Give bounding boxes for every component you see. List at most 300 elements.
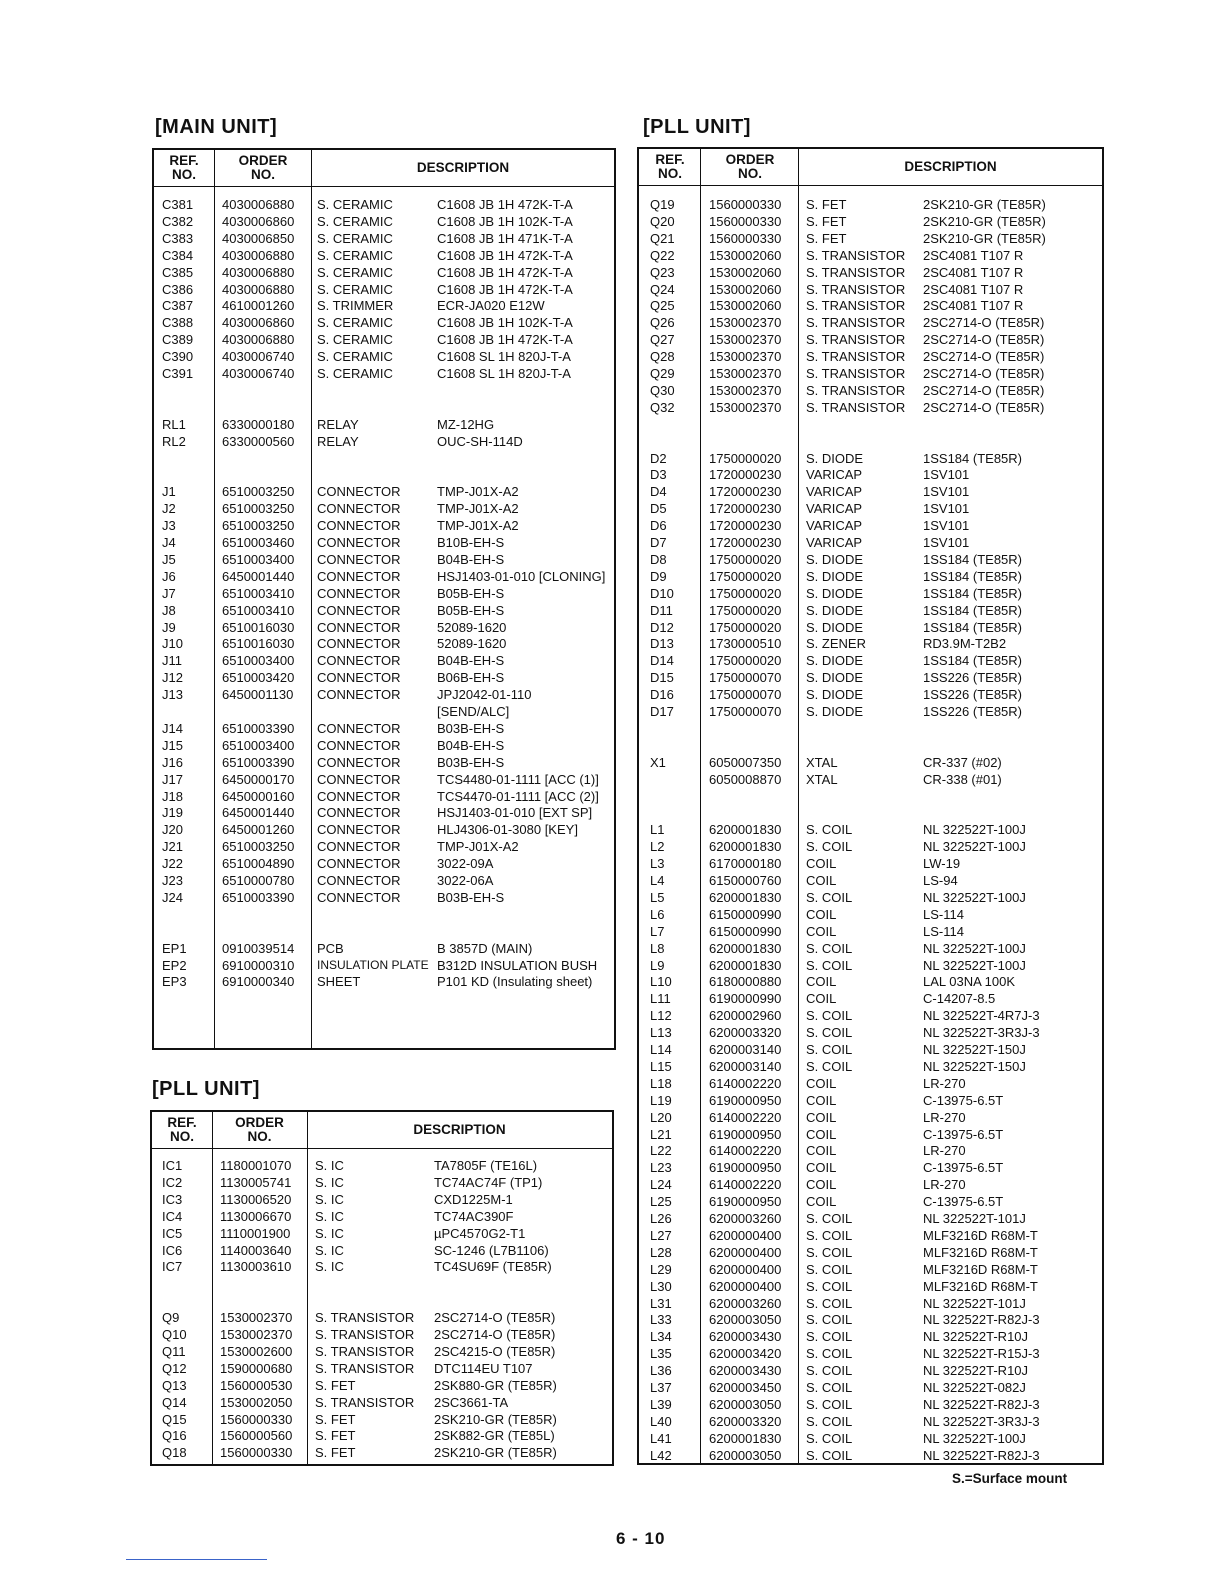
part-number-cell: 2SC2714-O (TE85R) [923, 399, 1045, 415]
order-no-cell: 6510003390 [222, 889, 295, 905]
order-no-cell: 4030006880 [222, 281, 295, 297]
table-row [639, 568, 1102, 585]
part-number-cell: NL 322522T-R10J [923, 1329, 1029, 1345]
order-no-cell: 1720000230 [709, 518, 782, 534]
table-row [639, 669, 1102, 686]
order-no-cell: 6200000400 [709, 1261, 782, 1277]
part-type-cell: CONNECTOR [317, 720, 401, 736]
ref-no-cell: J18 [162, 788, 183, 804]
table-row [152, 1157, 612, 1174]
table-row [154, 399, 614, 416]
part-number-cell: 2SC3661-TA [434, 1394, 509, 1410]
table-row [154, 889, 614, 906]
table-row [639, 247, 1102, 264]
part-number-cell: 2SK210-GR (TE85R) [434, 1411, 557, 1427]
table-row [639, 450, 1102, 467]
part-number-cell: 1SV101 [923, 501, 970, 517]
part-type-cell: CONNECTOR [317, 551, 401, 567]
part-type-cell: S. COIL [806, 1329, 853, 1345]
order-no-header: ORDER NO. [725, 152, 775, 181]
ref-no-cell: Q20 [650, 213, 675, 229]
table-row [639, 754, 1102, 771]
ref-no-cell: J12 [162, 670, 183, 686]
divider [126, 1559, 267, 1560]
table-row [639, 1126, 1102, 1143]
table-row [154, 788, 614, 805]
table-row [639, 1430, 1102, 1447]
part-type-cell: S. COIL [806, 957, 853, 973]
ref-no-header: REF. NO. [167, 1115, 197, 1144]
order-no-cell: 1750000070 [709, 670, 782, 686]
part-number-cell: 1SS226 (TE85R) [923, 687, 1022, 703]
order-no-cell: 1750000070 [709, 687, 782, 703]
part-number-cell: 3022-06A [437, 873, 494, 888]
order-no-cell: 6140002220 [709, 1177, 782, 1193]
part-number-cell: TMP-J01X-A2 [437, 839, 519, 855]
table-row [154, 264, 614, 281]
order-no-cell: 6150000760 [709, 873, 782, 888]
order-no-cell: 1750000020 [709, 450, 782, 466]
table-row [639, 720, 1102, 737]
part-number-cell: µPC4570G2-T1 [434, 1225, 526, 1241]
ref-no-cell: D6 [650, 518, 667, 534]
order-no-cell: 1530002370 [709, 315, 782, 331]
part-type-cell: CONNECTOR [317, 619, 401, 635]
table-row [154, 230, 614, 247]
part-number-cell: B04B-EH-S [437, 737, 505, 753]
part-number-cell: NL 322522T-R82J-3 [923, 1447, 1040, 1463]
table-header [152, 1112, 612, 1149]
table-row [639, 1261, 1102, 1278]
table-row [639, 483, 1102, 500]
order-no-cell: 1530002370 [709, 399, 782, 415]
ref-no-cell: IC5 [162, 1225, 183, 1241]
order-no-cell: 1130003610 [220, 1259, 292, 1275]
ref-no-cell: Q30 [650, 382, 675, 398]
ref-no-cell: J2 [162, 501, 176, 517]
part-type-cell: CONNECTOR [317, 889, 401, 905]
part-number-cell: 1SS184 (TE85R) [923, 450, 1022, 466]
ref-no-cell: J7 [162, 585, 176, 601]
table-row [639, 686, 1102, 703]
order-no-cell: 1750000020 [709, 551, 782, 567]
part-number-cell: 2SK210-GR (TE85R) [923, 197, 1046, 212]
ref-no-cell: L15 [650, 1058, 672, 1074]
ref-no-cell: C391 [162, 366, 194, 381]
ref-no-cell: D14 [650, 653, 674, 669]
part-type-cell: S. COIL [806, 1211, 853, 1226]
ref-no-cell: Q28 [650, 349, 675, 365]
order-no-cell: 6450001440 [222, 568, 295, 584]
part-type-cell: VARICAP [806, 535, 863, 550]
part-type-cell: S. TRANSISTOR [315, 1343, 415, 1359]
table-row [154, 855, 614, 872]
order-no-cell: 6200001830 [709, 957, 782, 973]
part-number-cell: 1SS226 (TE85R) [923, 704, 1022, 719]
part-number-cell: TMP-J01X-A2 [437, 484, 519, 500]
order-no-cell: 4030006880 [222, 264, 295, 280]
part-number-cell: NL 322522T-101J [923, 1211, 1026, 1226]
ref-no-cell: C387 [162, 298, 194, 314]
order-no-cell: 1750000020 [709, 585, 782, 601]
ref-no-cell: D13 [650, 636, 674, 652]
table-row [154, 382, 614, 399]
part-number-cell: NL 322522T-R82J-3 [923, 1312, 1040, 1328]
table-row [639, 365, 1102, 382]
part-type-cell: S. DIODE [806, 602, 864, 618]
part-type-cell: S. DIODE [806, 619, 864, 635]
pll-unit-title-left: [PLL UNIT] [152, 1078, 260, 1100]
part-type-cell: CONNECTOR [317, 670, 401, 686]
order-no-cell: 1750000020 [709, 602, 782, 618]
table-header [154, 150, 614, 187]
part-number-cell: B04B-EH-S [437, 551, 505, 567]
order-no-cell: 1530002060 [709, 281, 782, 297]
ref-no-cell: L34 [650, 1329, 672, 1345]
ref-no-cell: J4 [162, 535, 176, 550]
table-row [154, 957, 614, 974]
part-type-cell: XTAL [806, 754, 838, 770]
order-no-header: ORDER NO. [235, 1115, 284, 1144]
table-row [154, 906, 614, 923]
part-number-cell: TC74AC74F (TP1) [434, 1174, 543, 1190]
part-type-cell: S. COIL [806, 1413, 853, 1429]
part-number-cell: 2SC4081 T107 R [923, 281, 1024, 297]
part-type-cell: S. COIL [806, 1346, 853, 1362]
part-number-cell: B10B-EH-S [437, 535, 505, 550]
part-type-cell: S. DIODE [806, 450, 864, 466]
order-no-cell: 6510003420 [222, 670, 295, 686]
part-type-cell: CONNECTOR [317, 737, 401, 753]
part-number-cell: C1608 JB 1H 472K-T-A [437, 332, 573, 348]
part-type-cell: S. ZENER [806, 636, 866, 652]
table-row [639, 619, 1102, 636]
part-type-cell: S. COIL [806, 1025, 853, 1041]
part-number-cell: 1SS184 (TE85R) [923, 653, 1022, 669]
ref-no-cell: IC1 [162, 1158, 183, 1173]
table-row [154, 281, 614, 298]
table-row [154, 348, 614, 365]
part-type-cell: COIL [806, 923, 837, 939]
order-no-cell: 6190000950 [709, 1160, 782, 1176]
part-number-cell: LS-114 [923, 906, 964, 922]
order-no-cell: 6200003260 [709, 1211, 782, 1226]
ref-no-cell: IC7 [162, 1259, 183, 1275]
part-number-cell: HSJ1403-01-010 [EXT SP] [437, 805, 593, 821]
part-type-cell: S. TRANSISTOR [806, 264, 906, 280]
part-number-cell: LW-19 [923, 856, 961, 872]
table-row [639, 517, 1102, 534]
order-no-cell: 6200003430 [709, 1329, 782, 1345]
part-number-cell: TC4SU69F (TE85R) [434, 1259, 552, 1275]
table-row [152, 1343, 612, 1360]
part-type-cell: S. FET [315, 1428, 356, 1444]
part-number-cell: TC74AC390F [434, 1208, 514, 1224]
table-row [154, 635, 614, 652]
ref-no-cell: D8 [650, 551, 667, 567]
part-type-cell: CONNECTOR [317, 856, 401, 872]
ref-no-cell: L39 [650, 1396, 672, 1412]
ref-no-cell: L27 [650, 1227, 672, 1243]
order-no-cell: 1530002050 [220, 1394, 293, 1410]
order-no-cell: 1530002060 [709, 298, 782, 314]
table-row [639, 1379, 1102, 1396]
order-no-cell: 1720000230 [709, 484, 782, 500]
description-header: DESCRIPTION [904, 159, 997, 174]
part-number-cell: MLF3216D R68M-T [923, 1278, 1038, 1294]
order-no-cell: 6330000560 [222, 433, 295, 449]
main-unit-table [152, 148, 616, 1050]
part-number-cell: LS-114 [923, 923, 964, 939]
ref-no-cell: L22 [650, 1143, 672, 1159]
part-type-cell: S. IC [315, 1259, 344, 1275]
ref-no-cell: J6 [162, 568, 176, 584]
part-type-cell: S. TRANSISTOR [806, 399, 906, 415]
part-type-cell: CONNECTOR [317, 822, 401, 838]
part-type-cell: S. COIL [806, 1278, 853, 1294]
table-row [639, 906, 1102, 923]
part-number-cell: 1SV101 [923, 535, 970, 550]
part-number-cell: C1608 JB 1H 472K-T-A [437, 264, 573, 280]
order-no-cell: 6510003390 [222, 754, 295, 770]
ref-no-cell: Q15 [162, 1411, 187, 1427]
table-row [154, 534, 614, 551]
table-row [154, 686, 614, 703]
order-no-cell: 6190000950 [709, 1126, 782, 1142]
table-row [639, 1075, 1102, 1092]
ref-no-cell: L21 [650, 1126, 672, 1142]
order-no-cell: 1530002370 [220, 1310, 293, 1326]
ref-no-cell: L36 [650, 1363, 672, 1379]
ref-no-cell: J9 [162, 619, 176, 635]
table-row [154, 466, 614, 483]
table-row [639, 1142, 1102, 1159]
table-row [152, 1309, 612, 1326]
surface-mount-footnote: S.=Surface mount [952, 1471, 1068, 1486]
order-no-cell: 6050007350 [709, 754, 782, 770]
part-type-cell: S. TRIMMER [317, 298, 394, 314]
table-row [154, 433, 614, 450]
order-no-cell: 6510003460 [222, 535, 295, 550]
part-number-cell: 2SC2714-O (TE85R) [923, 349, 1045, 365]
order-no-cell: 6200003050 [709, 1312, 782, 1328]
ref-no-cell: L40 [650, 1413, 672, 1429]
ref-no-cell: Q22 [650, 247, 675, 263]
table-row [639, 1278, 1102, 1295]
part-type-cell: S. TRANSISTOR [315, 1327, 415, 1342]
part-number-cell: 1SS184 (TE85R) [923, 602, 1022, 618]
ref-no-cell: C382 [162, 213, 194, 229]
part-number-cell: 2SK882-GR (TE85L) [434, 1428, 555, 1444]
order-no-cell: 1720000230 [709, 501, 782, 517]
part-number-cell: 2SC2714-O (TE85R) [923, 315, 1045, 331]
table-row [154, 771, 614, 788]
part-number-cell: 2SC4081 T107 R [923, 298, 1024, 314]
part-type-cell: S. DIODE [806, 687, 864, 703]
part-number-cell: MLF3216D R68M-T [923, 1227, 1038, 1243]
part-type-cell: S. TRANSISTOR [806, 382, 906, 398]
part-number-cell: NL 322522T-101J [923, 1295, 1026, 1311]
part-type-cell: S. TRANSISTOR [806, 366, 906, 381]
ref-no-cell: C390 [162, 349, 194, 365]
table-row [639, 348, 1102, 365]
ref-no-cell: C388 [162, 315, 194, 331]
table-row [154, 585, 614, 602]
table-row [152, 1208, 612, 1225]
order-no-cell: 0910039514 [222, 940, 295, 956]
ref-no-cell: L12 [650, 1008, 672, 1024]
order-no-cell: 6200000400 [709, 1227, 782, 1243]
ref-no-cell: D9 [650, 568, 667, 584]
order-no-cell: 1750000020 [709, 653, 782, 669]
part-number-cell: LR-270 [923, 1143, 966, 1159]
part-number-cell: NL 322522T-100J [923, 957, 1026, 973]
part-number-cell: TCS4480-01-1111 [ACC (1)] [437, 771, 599, 787]
part-type-cell: S. CERAMIC [317, 332, 393, 348]
ref-no-cell: D16 [650, 687, 674, 703]
part-number-cell: 2SC2714-O (TE85R) [923, 332, 1045, 348]
ref-no-cell: Q10 [162, 1327, 187, 1342]
part-type-cell: CONNECTOR [317, 585, 401, 601]
part-type-cell: S. COIL [806, 1261, 853, 1277]
part-number-cell: 1SV101 [923, 518, 970, 534]
part-type-cell: S. TRANSISTOR [806, 247, 906, 263]
order-no-cell: 1750000020 [709, 619, 782, 635]
part-type-cell: INSULATION PLATE [317, 957, 429, 972]
table-row [639, 1447, 1102, 1464]
part-number-cell: NL 322522T-100J [923, 839, 1026, 855]
table-row [152, 1258, 612, 1275]
table-row [154, 551, 614, 568]
ref-no-cell: Q14 [162, 1394, 187, 1410]
part-type-cell: S. CERAMIC [317, 366, 393, 381]
table-row [154, 568, 614, 585]
ref-no-cell: L33 [650, 1312, 672, 1328]
part-number-cell: C1608 JB 1H 471K-T-A [437, 230, 573, 246]
part-type-cell: S. DIODE [806, 704, 864, 719]
table-row [154, 450, 614, 467]
part-number-cell: TMP-J01X-A2 [437, 518, 519, 534]
order-no-cell: 6200001830 [709, 889, 782, 905]
part-type-cell: CONNECTOR [317, 788, 401, 804]
part-type-cell: VARICAP [806, 518, 863, 534]
ref-no-cell: L19 [650, 1092, 672, 1108]
part-type-cell: CONNECTOR [317, 873, 401, 888]
order-no-cell: 6180000880 [709, 974, 782, 990]
table-row [154, 652, 614, 669]
ref-no-cell: X1 [650, 754, 666, 770]
part-number-cell: HLJ4306-01-3080 [KEY] [437, 822, 578, 838]
part-type-cell: S. CERAMIC [317, 281, 393, 297]
order-no-cell: 6910000340 [222, 974, 295, 990]
table-row [154, 821, 614, 838]
order-no-cell: 1750000020 [709, 568, 782, 584]
table-row [639, 1227, 1102, 1244]
table-row [639, 399, 1102, 416]
order-no-cell: 1130006670 [220, 1208, 292, 1224]
table-row [154, 247, 614, 264]
part-number-cell: NL 322522T-150J [923, 1042, 1026, 1057]
table-row [639, 1007, 1102, 1024]
part-type-cell: CONNECTOR [317, 771, 401, 787]
table-row [639, 297, 1102, 314]
pll-unit-table-right [637, 147, 1104, 1465]
ref-no-cell: L37 [650, 1380, 672, 1395]
part-type-cell: CONNECTOR [317, 653, 401, 669]
table-row [154, 838, 614, 855]
ref-no-cell: J14 [162, 720, 183, 736]
part-type-cell: S. COIL [806, 1430, 853, 1446]
table-row [154, 872, 614, 889]
table-row [639, 957, 1102, 974]
table-row [152, 1292, 612, 1309]
ref-no-cell: L13 [650, 1025, 672, 1041]
part-number-cell: 1SS184 (TE85R) [923, 568, 1022, 584]
order-no-cell: 4030006740 [222, 366, 295, 381]
ref-no-cell: C386 [162, 281, 194, 297]
table-row [639, 551, 1102, 568]
part-type-cell: S. TRANSISTOR [806, 315, 906, 331]
order-no-cell: 4030006860 [222, 315, 295, 331]
table-row [639, 703, 1102, 720]
table-row [639, 804, 1102, 821]
order-no-cell: 1560000330 [220, 1445, 293, 1461]
part-type-cell: COIL [806, 1177, 837, 1193]
ref-no-cell: J5 [162, 551, 176, 567]
order-no-cell: 1130005741 [220, 1174, 292, 1190]
table-row [639, 534, 1102, 551]
part-type-cell: COIL [806, 1092, 837, 1108]
table-row [154, 669, 614, 686]
order-no-cell: 6200001830 [709, 839, 782, 855]
table-row [154, 602, 614, 619]
table-row [639, 872, 1102, 889]
ref-no-cell: Q16 [162, 1428, 187, 1444]
ref-no-cell: EP3 [162, 974, 187, 990]
part-number-cell: 52089-1620 [437, 636, 507, 652]
part-type-cell: CONNECTOR [317, 518, 401, 534]
table-row [639, 1328, 1102, 1345]
order-no-cell: 6200003450 [709, 1380, 782, 1395]
order-no-cell: 6510003410 [222, 585, 295, 601]
part-type-cell: S. TRANSISTOR [315, 1310, 415, 1326]
ref-no-cell: J19 [162, 805, 183, 821]
part-type-cell: S. IC [315, 1158, 344, 1173]
order-no-cell: 6510003400 [222, 551, 295, 567]
ref-no-cell: J23 [162, 873, 183, 888]
part-number-cell: RD3.9M-T2B2 [923, 636, 1007, 652]
ref-no-cell: L10 [650, 974, 672, 990]
order-no-cell: 6190000950 [709, 1194, 782, 1210]
part-type-cell: S. IC [315, 1242, 344, 1258]
table-row [639, 264, 1102, 281]
table-row [639, 1193, 1102, 1210]
table-row [154, 720, 614, 737]
ref-no-cell: Q24 [650, 281, 675, 297]
order-no-cell: 6140002220 [709, 1109, 782, 1125]
ref-no-cell: Q18 [162, 1445, 187, 1461]
ref-no-cell: J20 [162, 822, 183, 838]
table-row [154, 483, 614, 500]
part-type-cell: S. DIODE [806, 585, 864, 601]
order-no-cell: 6150000990 [709, 923, 782, 939]
part-type-cell: S. DIODE [806, 568, 864, 584]
ref-no-cell: L8 [650, 940, 665, 956]
ref-no-cell: L31 [650, 1295, 672, 1311]
part-number-cell: LR-270 [923, 1075, 966, 1091]
ref-no-cell: J10 [162, 636, 183, 652]
ref-no-cell: D7 [650, 535, 667, 550]
